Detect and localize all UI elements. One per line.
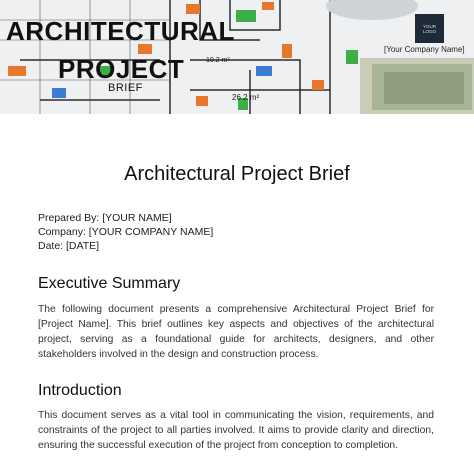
header-banner [0,0,474,114]
banner-title-line1: ARCHITECTURAL [6,16,235,46]
plan-label: 10.2 m² [206,57,230,64]
company-logo [415,14,444,43]
section-heading-introduction: Introduction [38,382,122,399]
company-line: Company: [YOUR COMPANY NAME] [38,226,214,238]
logo-text: LOGO [422,28,436,34]
section-body-introduction: This document serves as a vital tool in communicating the vision, requirements, and constraints of the project to all parties involved. It aims to provide clarity and direction, ensuring the successful execution of the project from conception to completion. [38,410,434,451]
document-title: Architectural Project Brief [124,163,350,185]
logo-text: YOUR [422,23,436,29]
prepared-by: Prepared By: [YOUR NAME] [38,212,172,224]
company-name-tag: [Your Company Name] [384,45,465,54]
date-line: Date: [DATE] [38,240,100,252]
banner-subtitle: BRIEF [108,82,143,94]
document-meta [38,211,213,253]
plan-label: 26.2 m² [232,93,260,102]
section-heading-executive-summary: Executive Summary [38,275,181,292]
section-body-executive-summary: The following document presents a comprehensive Architectural Project Brief for [Project Name]. This brief outlines key aspects and objectives of the architectural project, serving as a foundational guide for architects, designers, and other stakeholders involved in the design and construction process. [38,304,434,360]
banner-title-line2: PROJECT [58,54,185,84]
